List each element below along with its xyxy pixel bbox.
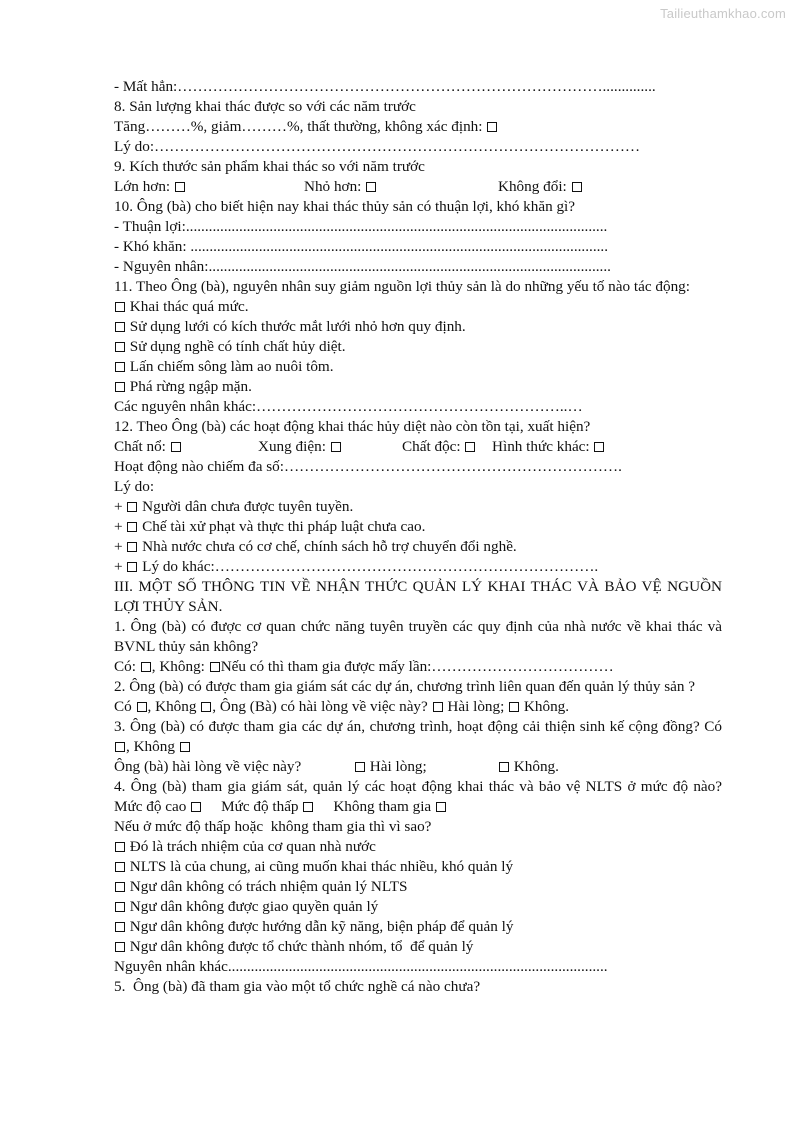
checkbox[interactable] (127, 502, 137, 512)
satisfied-checkbox[interactable] (355, 762, 365, 772)
q11-option-3: Sử dụng nghề có tính chất hủy diệt. (114, 337, 722, 357)
checkbox[interactable] (115, 942, 125, 952)
s2-question: 2. Ông (bà) có được tham gia giám sát các dự án, chương trình liên quan đến quản lý thủy sản ? (114, 678, 696, 695)
not-satisfied-checkbox[interactable] (509, 702, 519, 712)
s4-why: Nếu ở mức độ thấp hoặc không tham gia thì vì sao? (114, 818, 432, 835)
questionnaire-page (114, 77, 722, 997)
satisfied-checkbox[interactable] (433, 702, 443, 712)
q10-advantages: - Thuận lợi:............................................................................................................... (114, 218, 608, 235)
mat-han-line: - Mất hẳn:………………………………………………………………………….............. (114, 78, 656, 95)
q8-reason: Lý do:…………………………………………………………………………………… (114, 138, 641, 155)
yes-checkbox[interactable] (137, 702, 147, 712)
checkbox[interactable] (115, 902, 125, 912)
q11-other: Các nguyên nhân khác:……………………………………………………..… (114, 398, 583, 415)
no-checkbox[interactable] (180, 742, 190, 752)
checkbox[interactable] (115, 382, 125, 392)
low-level-checkbox[interactable] (303, 802, 313, 812)
explosives-checkbox[interactable] (171, 442, 181, 452)
q12-reason-4: + Lý do khác:…………………………………………………………………. (114, 558, 599, 575)
checkbox[interactable] (127, 542, 137, 552)
yes-checkbox[interactable] (141, 662, 151, 672)
s3-question: 3. Ông (bà) có được tham gia các dự án, chương trình, hoạt động cải thiện sinh kế cộng đồng? Có , Không (114, 718, 722, 755)
s4-option-2: NLTS là của chung, ai cũng muốn khai thác nhiều, khó quản lý (114, 857, 722, 877)
s3-satisfaction: Ông (bà) hài lòng về việc này? Hài lòng; Không. (114, 758, 559, 775)
q12-most: Hoạt động nào chiếm đa số:…………………………………………………………. (114, 458, 622, 475)
s1-question: 1. Ông (bà) có được cơ quan chức năng tuyên truyền các quy định của nhà nước về khai thác và BVNL thủy sản không? (114, 618, 722, 655)
s4-option-4: Ngư dân không được giao quyền quản lý (114, 897, 722, 917)
checkbox[interactable] (115, 882, 125, 892)
poison-checkbox[interactable] (465, 442, 475, 452)
q9-smaller-checkbox[interactable] (366, 182, 376, 192)
section-3-heading: III. MỘT SỐ THÔNG TIN VỀ NHẬN THỨC QUẢN LÝ KHAI THÁC VÀ BẢO VỆ NGUỒN LỢI THỦY SẢN. (114, 578, 722, 615)
q8-options: Tăng………%, giảm………%, thất thường, không xác định: (114, 117, 722, 137)
electric-checkbox[interactable] (331, 442, 341, 452)
checkbox[interactable] (115, 362, 125, 372)
q12-reason-label: Lý do: (114, 478, 155, 495)
q11-option-2: Sử dụng lưới có kích thước mắt lưới nhỏ hơn quy định. (114, 317, 722, 337)
q8-checkbox[interactable] (487, 122, 497, 132)
q11-option-1: Khai thác quá mức. (114, 297, 722, 317)
q12-reason-2: + Chế tài xử phạt và thực thi pháp luật chưa cao. (114, 518, 426, 535)
no-checkbox[interactable] (201, 702, 211, 712)
s4-option-1: Đó là trách nhiệm của cơ quan nhà nước (114, 837, 722, 857)
s5-question: 5. Ông (bà) đã tham gia vào một tổ chức nghề cá nào chưa? (114, 978, 481, 995)
q10-title: 10. Ông (bà) cho biết hiện nay khai thác thủy sản có thuận lợi, khó khăn gì? (114, 198, 576, 215)
checkbox[interactable] (115, 842, 125, 852)
not-participating-checkbox[interactable] (436, 802, 446, 812)
q8-title: 8. Sản lượng khai thác được so với các năm trước (114, 98, 416, 115)
checkbox[interactable] (115, 342, 125, 352)
s4-other: Nguyên nhân khác.................................................................................................... (114, 958, 608, 975)
q11-option-4: Lấn chiếm sông làm ao nuôi tôm. (114, 357, 722, 377)
q9-options: Lớn hơn: Nhỏ hơn: Không đổi: (114, 177, 722, 197)
checkbox[interactable] (115, 922, 125, 932)
s1-answers: Có: , Không: Nếu có thì tham gia được mấy lần:……………………………… (114, 658, 614, 675)
checkbox[interactable] (115, 322, 125, 332)
not-satisfied-checkbox[interactable] (499, 762, 509, 772)
s4-question: 4. Ông (bà) tham gia giám sát, quản lý các hoạt động khai thác và bảo vệ NLTS ở mức độ nào? Mức độ cao Mức độ thấp Không tham gia (114, 778, 722, 815)
q12-title: 12. Theo Ông (bà) các hoạt động khai thác hủy diệt nào còn tồn tại, xuất hiện? (114, 418, 591, 435)
q12-options: Chất nổ: Xung điện: Chất độc: Hình thức khác: (114, 437, 722, 457)
q12-reason-1: + Người dân chưa được tuyên tuyền. (114, 498, 354, 515)
s4-option-5: Ngư dân không được hướng dẫn kỹ năng, biện pháp để quản lý (114, 917, 722, 937)
other-form-checkbox[interactable] (594, 442, 604, 452)
high-level-checkbox[interactable] (191, 802, 201, 812)
watermark: Tailieuthamkhao.com (660, 6, 786, 21)
q10-difficulties: - Khó khăn: .............................................................................................................. (114, 238, 609, 255)
q11-option-5: Phá rừng ngập mặn. (114, 377, 722, 397)
checkbox[interactable] (115, 862, 125, 872)
s4-option-6: Ngư dân không được tổ chức thành nhóm, tổ để quản lý (114, 937, 722, 957)
no-checkbox[interactable] (210, 662, 220, 672)
q11-title: 11. Theo Ông (bà), nguyên nhân suy giảm nguồn lợi thủy sản là do những yếu tố nào tác động: (114, 278, 690, 295)
checkbox[interactable] (127, 522, 137, 532)
q9-same-checkbox[interactable] (572, 182, 582, 192)
q10-causes: - Nguyên nhân:.......................................................................................................... (114, 258, 611, 275)
q9-larger-checkbox[interactable] (175, 182, 185, 192)
q9-title: 9. Kích thước sản phẩm khai thác so với năm trước (114, 158, 425, 175)
s4-option-3: Ngư dân không có trách nhiệm quản lý NLTS (114, 877, 722, 897)
checkbox[interactable] (115, 302, 125, 312)
yes-checkbox[interactable] (115, 742, 125, 752)
checkbox[interactable] (127, 562, 137, 572)
q12-reason-3: + Nhà nước chưa có cơ chế, chính sách hỗ trợ chuyển đổi nghề. (114, 538, 517, 555)
s2-answers: Có , Không , Ông (Bà) có hài lòng về việc này? Hài lòng; Không. (114, 698, 570, 715)
